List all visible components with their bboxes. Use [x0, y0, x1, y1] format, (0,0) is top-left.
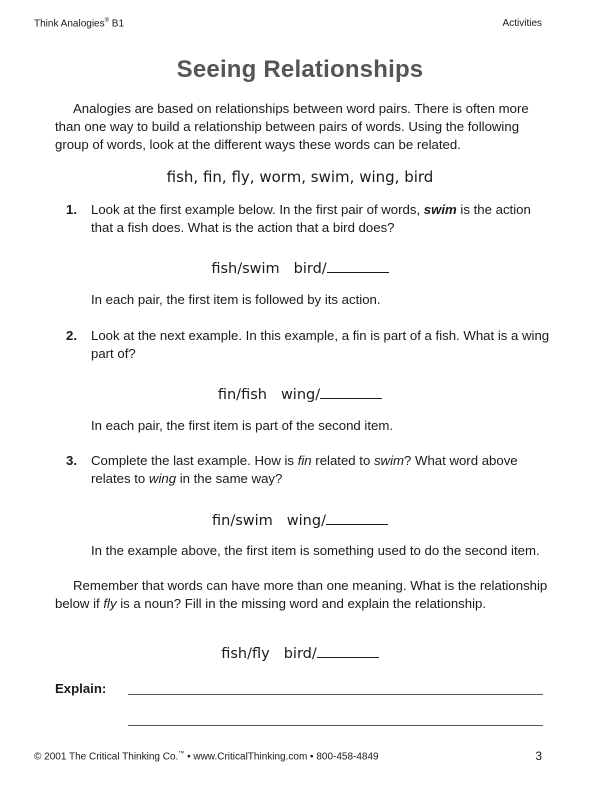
- note-1: In each pair, the first item is followed by its action.: [91, 292, 381, 307]
- explain-label: Explain:: [55, 681, 107, 696]
- answer-blank-3[interactable]: [326, 510, 388, 525]
- answer-blank-1[interactable]: [327, 258, 389, 273]
- question-number-3: 3.: [66, 453, 77, 468]
- word-list: fish, fin, fly, worm, swim, wing, bird: [166, 168, 434, 186]
- explain-line-2[interactable]: [128, 725, 543, 726]
- header-section: Activities: [502, 18, 542, 29]
- example-1: fish/swim bird/: [0, 258, 600, 277]
- example-2: fin/fish wing/: [0, 384, 600, 403]
- question-number-1: 1.: [66, 202, 77, 217]
- header-series: Think Analogies® B1: [34, 18, 125, 30]
- question-number-2: 2.: [66, 328, 77, 343]
- note-2: In each pair, the first item is part of the second item.: [91, 418, 393, 433]
- example-4: fish/fly bird/: [0, 643, 600, 662]
- question-text-2: Look at the next example. In this example, a fin is part of a fish. What is a wing part of?: [91, 328, 550, 361]
- explain-line-1[interactable]: [128, 694, 543, 695]
- note-3: In the example above, the first item is something used to do the second item.: [91, 543, 540, 558]
- question-text-1: Look at the first example below. In the first pair of words, swim is the action that a fish does. What is the action that a bird does?: [91, 202, 531, 235]
- page-number: 3: [535, 749, 542, 763]
- intro-paragraph: Analogies are based on relationships between word pairs. There is often more than one way to build a relationship between pairs of words. Using the following group of words, look at the different ways these words can be related.: [55, 101, 529, 152]
- answer-blank-4[interactable]: [317, 643, 379, 658]
- question-text-3: Complete the last example. How is fin related to swim? What word above relates to wing in the same way?: [91, 453, 518, 486]
- footer-copyright: © 2001 The Critical Thinking Co.™ • www.CriticalThinking.com • 800-458-4849: [34, 751, 379, 763]
- remember-paragraph: Remember that words can have more than one meaning. What is the relationship below if fly is a noun? Fill in the missing word and explain the relationship.: [55, 578, 548, 611]
- page-title: Seeing Relationships: [176, 56, 424, 83]
- example-3: fin/swim wing/: [0, 510, 600, 529]
- answer-blank-2[interactable]: [320, 384, 382, 399]
